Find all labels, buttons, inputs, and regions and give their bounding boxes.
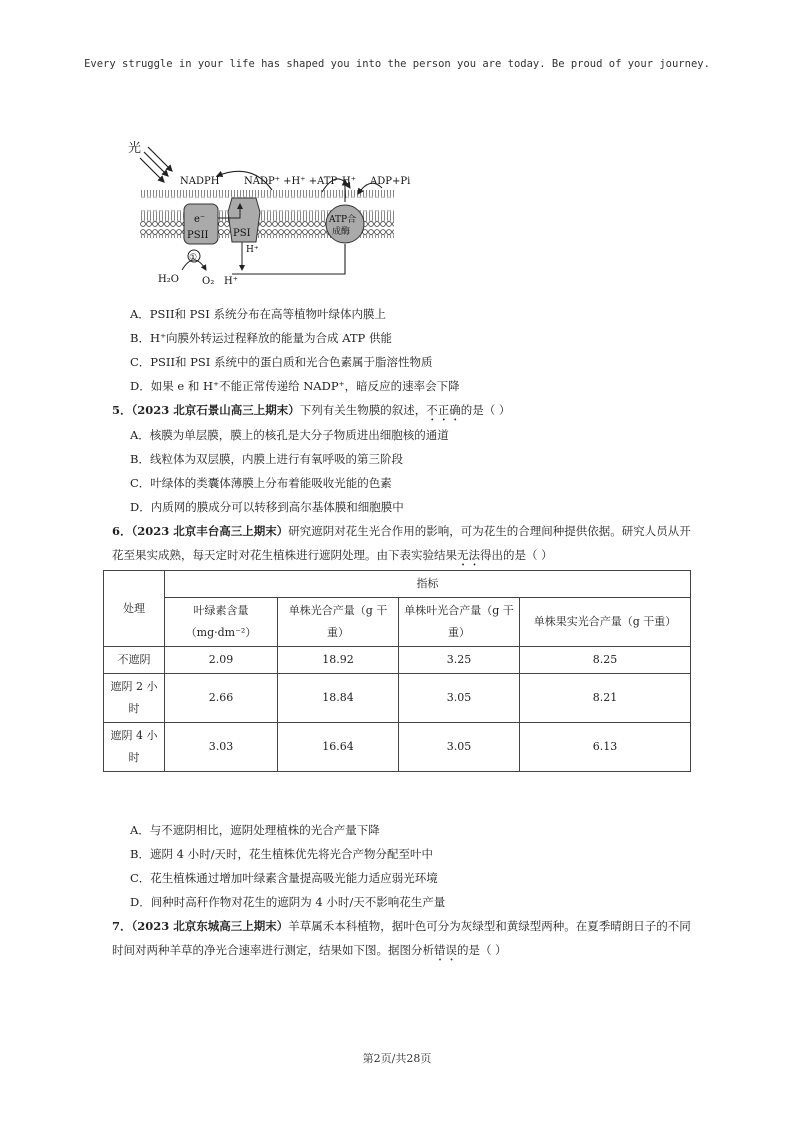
table-cell: 2.09 xyxy=(165,647,278,674)
nadp-equation: NADP⁺ +H⁺ +ATP xyxy=(244,176,338,187)
light-rays-icon xyxy=(140,147,172,182)
reaction-one-marker: ① xyxy=(189,253,198,263)
table-cell: 18.92 xyxy=(278,647,399,674)
h-plus-lumen: H⁺ xyxy=(246,245,259,255)
psi-label: PSI xyxy=(233,228,251,239)
q4-option-d: D．如果 e 和 H⁺不能正常传递给 NADP⁺，暗反应的速率会下降 xyxy=(130,379,460,393)
psii-label: PSII xyxy=(187,230,209,241)
table-cell: 18.84 xyxy=(278,674,399,723)
table-cell: 3.25 xyxy=(399,647,520,674)
row-label: 遮阴 2 小时 xyxy=(104,674,165,723)
q5-stem: 5．（2023 北京石景山高三上期末）下列有关生物膜的叙述，不正确的是（ ） xyxy=(112,403,511,417)
q7-emphasis: 错误 xyxy=(434,943,457,957)
table-cell: 6.13 xyxy=(520,723,691,772)
q6-option-b: B．遮阴 4 小时/天时，花生植株优先将光合产物分配至叶中 xyxy=(130,847,433,861)
thylakoid-membrane-diagram xyxy=(122,132,412,292)
table-row xyxy=(104,647,691,674)
q4-option-b: B．H⁺向膜外转运过程释放的能量为合成 ATP 供能 xyxy=(130,331,392,345)
row-label: 不遮阴 xyxy=(104,647,165,674)
q5-emphasis: 不正确 xyxy=(426,403,461,417)
q6-option-d: D．间种时高秆作物对花生的遮阴为 4 小时/天不影响花生产量 xyxy=(130,895,446,909)
q5-option-c: C．叶绿体的类囊体薄膜上分布着能吸收光能的色素 xyxy=(130,476,392,490)
table-header-col-4: 单株果实光合产量（g 干重） xyxy=(520,598,691,647)
table-cell: 8.21 xyxy=(520,674,691,723)
q7-number: 7． xyxy=(112,919,132,933)
q5-option-a: A．核膜为单层膜，膜上的核孔是大分子物质进出细胞核的通道 xyxy=(130,428,449,442)
table-cell: 3.03 xyxy=(165,723,278,772)
table-header-index: 指标 xyxy=(165,571,691,598)
row-label: 遮阴 4 小时 xyxy=(104,723,165,772)
h-plus-top: H⁺ xyxy=(342,176,356,187)
q6-emphasis: 无法 xyxy=(457,548,480,562)
h-plus-bottom: H⁺ xyxy=(224,276,238,287)
q6-option-a: A．与不遮阴相比，遮阴处理植株的光合产量下降 xyxy=(130,823,380,837)
adp-pi-label: ADP+Pi xyxy=(370,176,411,187)
atp-synthase-label-2: 成酶 xyxy=(332,227,351,237)
q5-number: 5． xyxy=(112,403,132,417)
nadph-label: NADPH xyxy=(180,176,220,187)
q7-source: （2023 北京东城高三上期末） xyxy=(131,919,289,933)
q6-option-c: C．花生植株通过增加叶绿素含量提高吸光能力适应弱光环境 xyxy=(130,871,438,885)
q7-stem: 7．（2023 北京东城高三上期末）羊草属禾本科植物，据叶色可分为灰绿型和黄绿型两种。在夏季晴朗日子的不同时间对两种羊草的净光合速率进行测定，结果如下图。据图分析错误的是（ ） xyxy=(112,919,691,957)
page-footer: 第2页/共28页 xyxy=(362,1052,432,1065)
page-header-quote: Every struggle in your life has shaped you into the person you are today. Be proud of your journey. xyxy=(84,58,710,70)
water-label: H₂O xyxy=(158,274,179,285)
q6-source: （2023 北京丰台高三上期末） xyxy=(131,524,289,538)
q5-source: （2023 北京石景山高三上期末） xyxy=(131,403,300,417)
table-cell: 2.66 xyxy=(165,674,278,723)
table-row xyxy=(104,723,691,772)
table-cell: 3.05 xyxy=(399,674,520,723)
q5-option-b: B．线粒体为双层膜，内膜上进行有氧呼吸的第三阶段 xyxy=(130,452,403,466)
table-cell: 8.25 xyxy=(520,647,691,674)
table-row xyxy=(104,674,691,723)
oxygen-label: O₂ xyxy=(202,276,215,287)
table-header-treatment: 处理 xyxy=(104,571,165,647)
q6-stem: 6．（2023 北京丰台高三上期末）研究遮阴对花生光合作用的影响，可为花生的合理间种提供依据。研究人员从开花至果实成熟，每天定时对花生植株进行遮阴处理。由下表实验结果无法得出的是（ ） xyxy=(112,524,691,562)
table-cell: 3.05 xyxy=(399,723,520,772)
q4-option-a: A．PSII和 PSI 系统分布在高等植物叶绿体内膜上 xyxy=(130,307,386,321)
electron-label: e⁻ xyxy=(194,214,206,225)
q4-option-c: C．PSII和 PSI 系统中的蛋白质和光合色素属于脂溶性物质 xyxy=(130,355,433,369)
light-label: 光 xyxy=(128,141,142,156)
q5-option-d: D．内质网的膜成分可以转移到高尔基体膜和细胞膜中 xyxy=(130,500,404,514)
atp-synthase-label-1: ATP合 xyxy=(329,215,357,225)
q6-number: 6． xyxy=(112,524,132,538)
table-header-col-2: 单株光合产量（g 干重） xyxy=(278,598,399,647)
shading-data-table xyxy=(103,570,691,772)
table-cell: 16.64 xyxy=(278,723,399,772)
table-header-col-1: 叶绿素含量（mg·dm⁻²） xyxy=(165,598,278,647)
table-header-col-3: 单株叶光合产量（g 干重） xyxy=(399,598,520,647)
